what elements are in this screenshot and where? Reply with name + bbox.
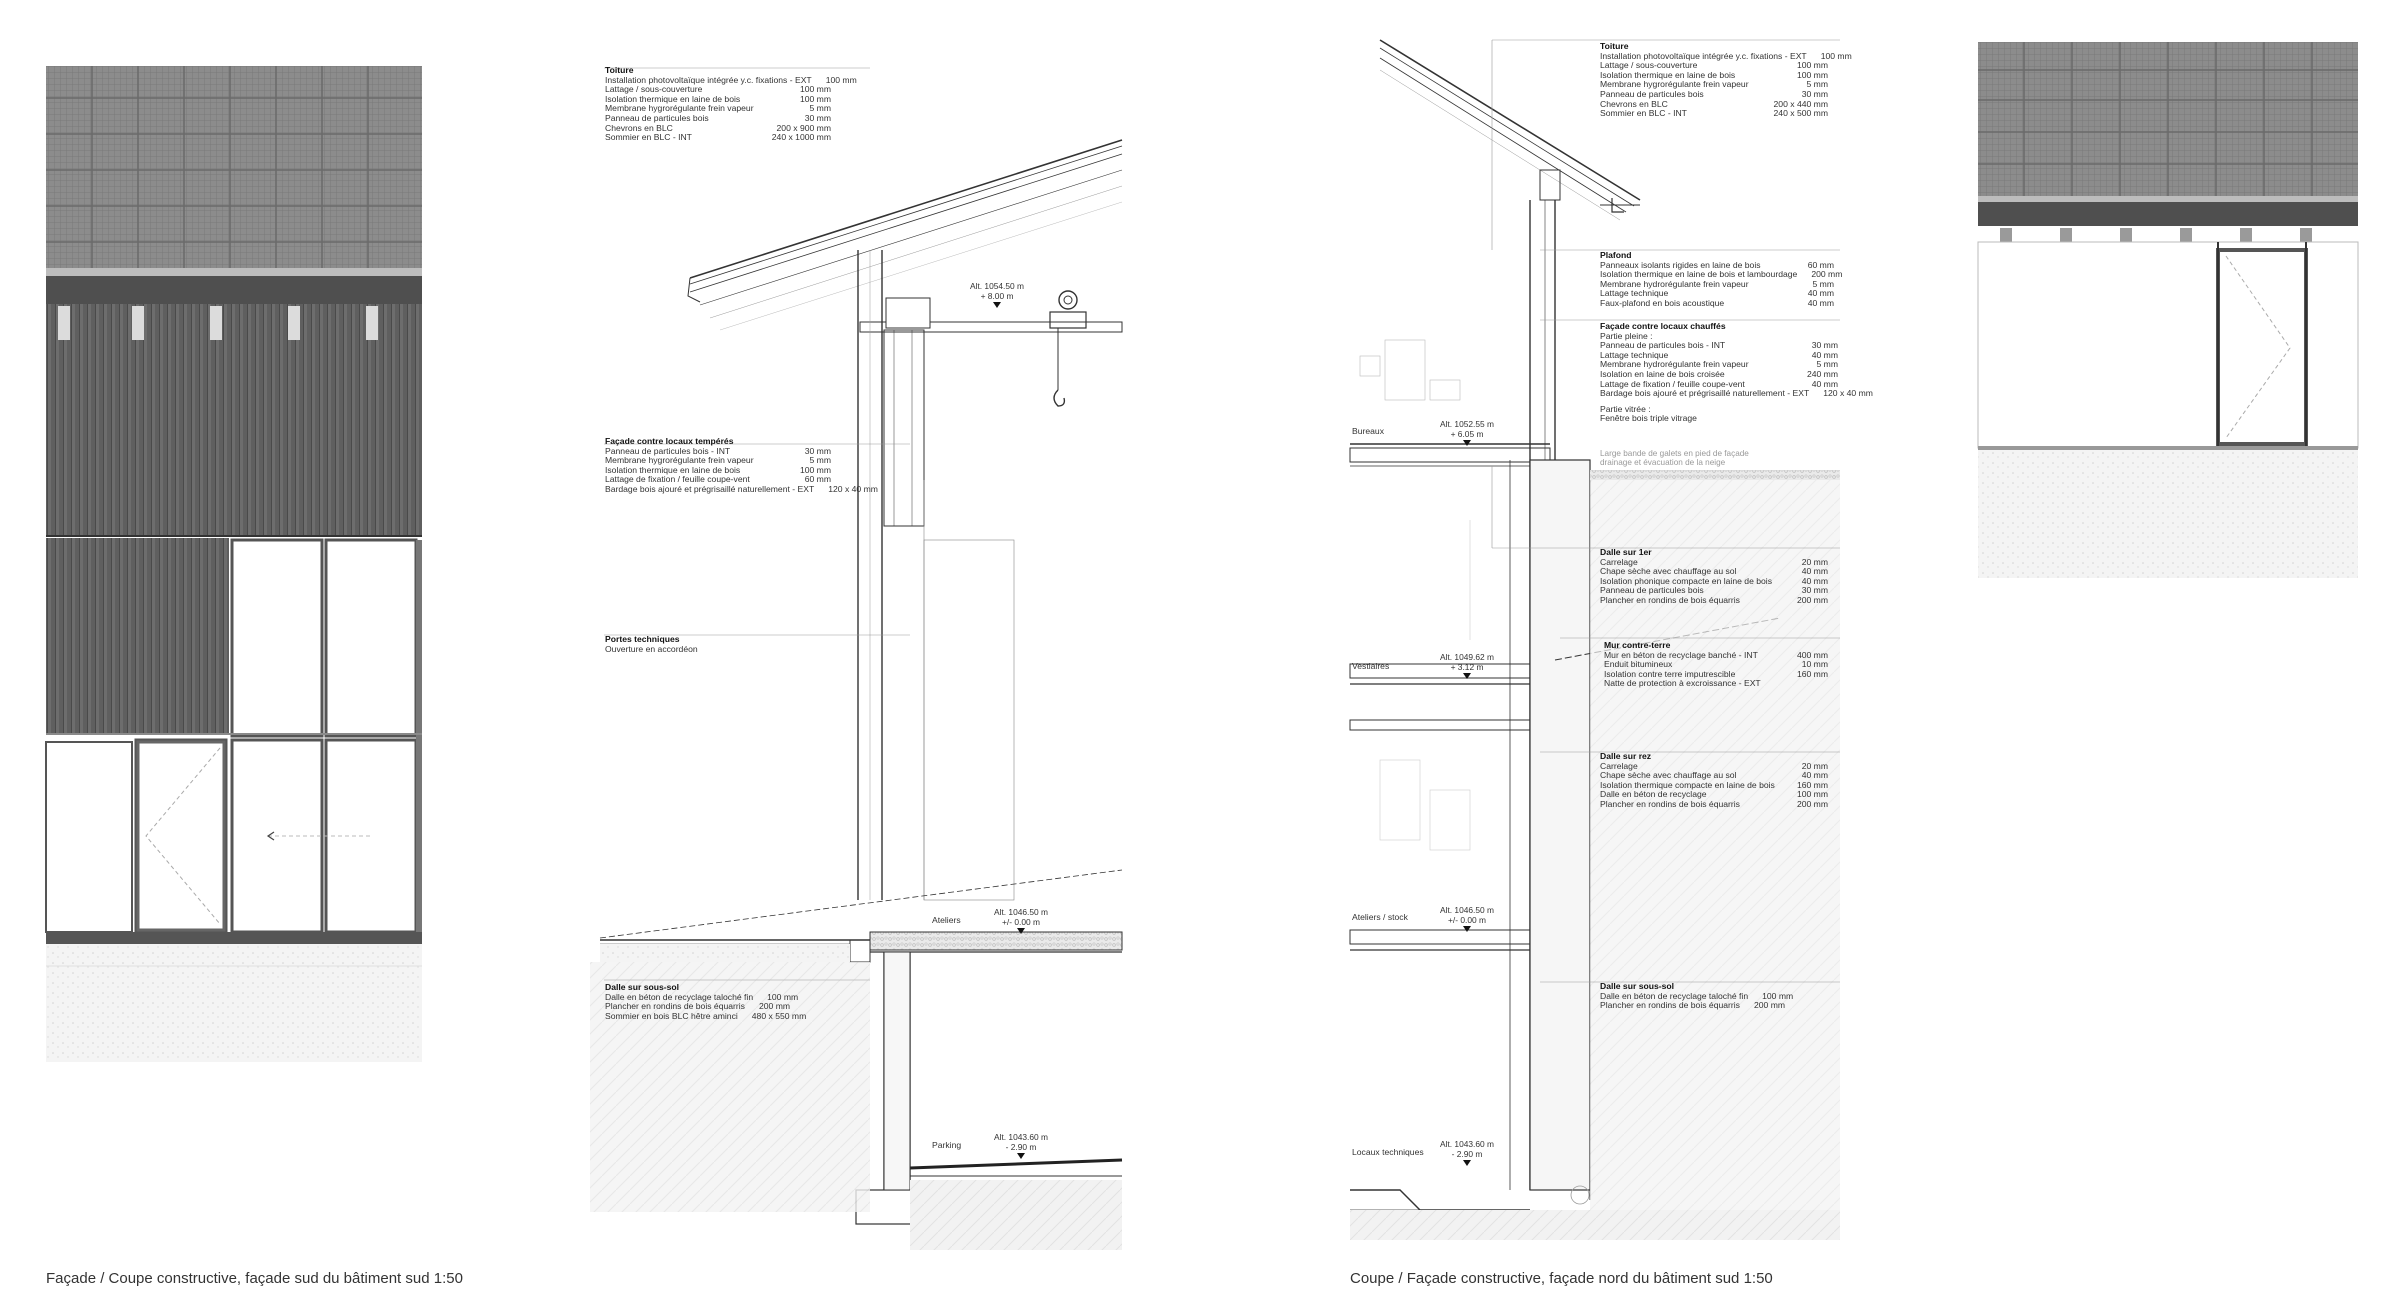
spec-facade-chauffes: Façade contre locaux chauffés Partie pleine : Panneau de particules bois - INT 30 mm Lattage technique 40 mm Membrane hydrorégulante frein vapeur 5 mm Isolation en laine de bois croisée 240 mm Lattage de fixation / feuille coupe-vent 40 mm Bardage bois ajouré et prégrisaillé naturellement - EXT 120 x 40 mm Partie vitrée : Fenêtre bois triple vitrage [1600,321,1873,424]
level-marker-rez-north: Alt. 1049.62 m + 3.12 m [1440,653,1494,679]
caption-north: Coupe / Façade constructive, façade nord du bâtiment sud 1:50 [1350,1270,1773,1287]
room-bureaux: Bureaux [1352,426,1385,436]
level-marker-roof-south: Alt. 1054.50 m + 8.00 m [970,282,1024,308]
spec-mur-contre-terre: Mur contre-terre Mur en béton de recyclage banché - INT 400 mm Enduit bitumineux 10 mm Isolation contre terre imputrescible 160 mm Natte de protection à excroissance - EXT [1604,640,1828,689]
wood-cladding-lower [46,538,229,734]
ground-left [46,944,422,1062]
spec-toiture-south: Toiture Installation photovoltaïque intégrée y.c. fixations - EXT 100 mm Lattage / sous-couverture 100 mm Isolation thermique en laine de bois 100 mm Membrane hygrorégulante frein vapeur 5 mm Panneau de particules bois 30 mm Chevrons en BLC 200 x 900 mm Sommier en BLC - INT 240 x 1000 mm [605,65,857,143]
room-locaux-techniques: Locaux techniques [1352,1147,1424,1157]
room-ateliers-stock: Ateliers / stock [1352,912,1408,922]
level-marker-basement-south: Alt. 1043.60 m - 2.90 m [994,1133,1048,1159]
north-facade-door [2218,250,2306,444]
level-marker-ground-south: Alt. 1046.50 m +/- 0.00 m [994,908,1048,934]
room-vestiaires: Vestiaires [1352,661,1390,671]
gravel-strip-note: Large bande de galets en pied de façade drainage et évacuation de la neige [1600,449,1749,468]
spec-dalle-1er: Dalle sur 1er Carrelage 20 mm Chape sèche avec chauffage au sol 40 mm Isolation phonique compacte en laine de bois 40 mm Panneau de particules bois 30 mm Plancher en rondins de bois équarris 200 mm [1600,547,1828,605]
spec-dalle-sous-sol-north: Dalle sur sous-sol Dalle en béton de recyclage taloché fin 100 mm Plancher en rondins de bois équarris 200 mm [1600,981,1794,1011]
spec-toiture-north: Toiture Installation photovoltaïque intégrée y.c. fixations - EXT 100 mm Lattage / sous-couverture 100 mm Isolation thermique en laine de bois 100 mm Membrane hygrorégulante frein vapeur 5 mm Panneau de particules bois 30 mm Chevrons en BLC 200 x 440 mm Sommier en BLC - INT 240 x 500 mm [1600,41,1852,119]
caption-south: Façade / Coupe constructive, façade sud du bâtiment sud 1:50 [46,1270,463,1287]
level-marker-first-north: Alt. 1052.55 m + 6.05 m [1440,420,1494,446]
spec-plafond: Plafond Panneaux isolants rigides en laine de bois 60 mm Isolation thermique en laine de bois et lambourdage 200 mm Membrane hydrorégulante frein vapeur 5 mm Lattage technique 40 mm Faux-plafond en bois acoustique 40 mm [1600,250,1843,308]
room-ateliers: Ateliers [932,915,961,925]
pv-roof-panels [46,66,422,268]
wood-cladding-upper [46,304,422,536]
entrance-door [138,742,224,930]
level-marker-ground-north: Alt. 1046.50 m +/- 0.00 m [1440,906,1494,932]
level-marker-basement-north: Alt. 1043.60 m - 2.90 m [1440,1140,1494,1166]
ground-right [1978,450,2358,578]
room-parking: Parking [932,1140,962,1150]
spec-dalle-rez: Dalle sur rez Carrelage 20 mm Chape sèche avec chauffage au sol 40 mm Isolation thermique compacte en laine de bois 160 mm Dalle en béton de recyclage 100 mm Plancher en rondins de bois équarris 200 mm [1600,751,1828,809]
spec-facade-temperes: Façade contre locaux tempérés Panneau de particules bois - INT 30 mm Membrane hygrorégulante frein vapeur 5 mm Isolation thermique en laine de bois 100 mm Lattage de fixation / feuille coupe-vent 60 mm Bardage bois ajouré et prégrisaillé naturellement - EXT 120 x 40 mm [605,436,878,494]
spec-portes-techniques: Portes techniques Ouverture en accordéon [605,634,698,654]
spec-dalle-sous-sol-south: Dalle sur sous-sol Dalle en béton de recyclage taloché fin 100 mm Plancher en rondins de bois équarris 200 mm Sommier en bois BLC hêtre aminci 480 x 550 mm [605,982,807,1021]
